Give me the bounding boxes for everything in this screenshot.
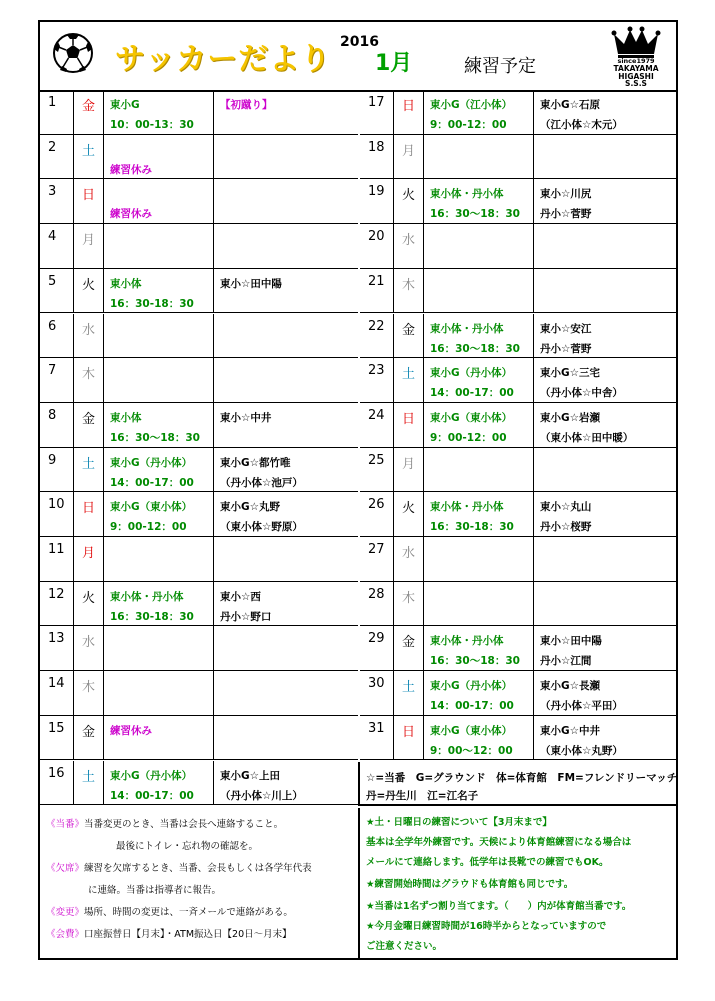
duty-cell	[214, 224, 358, 268]
day-number: 19	[360, 179, 394, 223]
crest-line-1: TAKAYAMA	[613, 64, 659, 73]
day-number: 28	[360, 582, 394, 626]
note-fee	[46, 926, 292, 940]
duty-cell	[534, 224, 678, 268]
note-tag-duty: 《当番》	[46, 819, 85, 830]
time-text: 16：30〜18：30	[430, 208, 520, 221]
weekday: 金	[394, 626, 424, 670]
duty-text: 東小☆中井	[220, 411, 272, 424]
month: 1月	[375, 51, 413, 76]
venue-time-cell	[104, 537, 214, 581]
day-number: 14	[40, 671, 74, 715]
duty-cell	[534, 448, 678, 492]
duty-cell	[214, 448, 358, 492]
day-number: 23	[360, 358, 394, 402]
day-row-28	[360, 582, 678, 627]
newsletter-title: サッカーだより	[115, 42, 332, 77]
venue-time-cell	[424, 90, 534, 134]
note-duty	[46, 816, 283, 830]
weekday: 土	[394, 671, 424, 715]
crest-since: since1979	[617, 57, 655, 65]
note-right-line: ★土・日曜日の練習について【3月末まで】	[366, 817, 552, 828]
plan-label: 練習予定	[464, 56, 536, 77]
venue-time-cell	[424, 135, 534, 179]
weekday: 火	[74, 582, 104, 626]
weekday: 水	[74, 314, 104, 358]
time-text: 16：30-18：30	[430, 521, 514, 534]
duty-cell	[214, 269, 358, 313]
venue-time-cell	[104, 671, 214, 715]
day-row-20	[360, 224, 678, 269]
day-number: 27	[360, 537, 394, 581]
duty-text: 東小G☆岩瀬	[540, 411, 601, 424]
time-text: 14：00-17：00	[110, 476, 194, 489]
day-number: 25	[360, 448, 394, 492]
note-absence	[46, 860, 312, 874]
notes-left	[40, 808, 358, 958]
note-right-line: ご注意ください。	[366, 941, 443, 952]
weekday: 金	[394, 314, 424, 358]
time-text: 16：30〜18：30	[430, 655, 520, 668]
venue-time-cell	[424, 314, 534, 358]
weekday: 木	[394, 269, 424, 313]
day-number: 12	[40, 582, 74, 626]
venue-text: 東小体・丹小体	[110, 590, 184, 603]
duty-text: 東小☆丸山	[540, 501, 592, 514]
duty-cell	[534, 90, 678, 134]
duty-cell	[534, 716, 678, 760]
venue-text: 東小G（丹小体）	[110, 456, 193, 469]
duty-cell	[534, 403, 678, 447]
duty-text: 東小☆西	[220, 590, 261, 603]
venue-text: 東小体・丹小体	[430, 188, 504, 201]
weekday: 日	[394, 403, 424, 447]
weekday: 火	[74, 269, 104, 313]
duty-text: 東小☆田中陽	[220, 277, 282, 290]
venue-time-cell	[424, 269, 534, 313]
legend-line-1: ☆=当番 G=グラウンド 体=体育館 FM=フレンドリーマッチ	[366, 772, 678, 784]
day-number: 8	[40, 403, 74, 447]
venue-time-cell	[104, 224, 214, 268]
weekday: 月	[394, 135, 424, 179]
duty-text: 東小☆川尻	[540, 188, 592, 201]
weekday: 木	[394, 582, 424, 626]
day-number: 16	[40, 761, 74, 805]
duty-text: 東小G☆石原	[540, 99, 601, 111]
duty-text-2: （東小体☆田中暖）	[540, 431, 634, 444]
day-row-25	[360, 448, 678, 493]
venue-time-cell	[104, 135, 214, 179]
venue-time-cell	[104, 179, 214, 223]
soccer-ball-icon	[52, 32, 94, 74]
venue-text: 東小G（東小体）	[430, 724, 513, 737]
weekday: 日	[394, 716, 424, 760]
time-text: 9：00-12：00	[110, 521, 187, 534]
weekday: 日	[394, 90, 424, 134]
time-text: 10：00-13：30	[110, 119, 194, 131]
duty-cell	[534, 626, 678, 670]
duty-cell	[534, 179, 678, 223]
crown-icon	[606, 26, 666, 58]
duty-cell	[214, 135, 358, 179]
weekday: 金	[74, 403, 104, 447]
time-text: 16：30〜18：30	[110, 431, 200, 444]
time-text: 14：00-17：00	[430, 387, 514, 400]
venue-time-cell	[424, 582, 534, 626]
duty-text: 東小G☆都竹唯	[220, 456, 291, 469]
day-number: 22	[360, 314, 394, 358]
day-row-14	[40, 671, 358, 716]
duty-text: 東小☆田中陽	[540, 635, 602, 648]
duty-text-2: 丹小☆野口	[220, 610, 272, 623]
duty-text: 東小☆安江	[540, 322, 592, 335]
time-text: 14：00-17：00	[110, 789, 194, 802]
weekday: 水	[394, 537, 424, 581]
duty-text-2: （丹小体☆池戸）	[220, 476, 303, 489]
duty-text-2: （丹小体☆川上）	[220, 789, 303, 802]
duty-text: 【初蹴り】	[220, 99, 273, 111]
day-row-30	[360, 671, 678, 716]
weekday: 金	[74, 90, 104, 134]
venue-text: 東小G（丹小体）	[430, 680, 513, 693]
newsletter-sheet	[38, 20, 678, 960]
day-row-13	[40, 626, 358, 671]
day-number: 11	[40, 537, 74, 581]
duty-text-2: 丹小☆江間	[540, 655, 592, 668]
day-row-16	[40, 761, 358, 806]
venue-text: 東小G（東小体）	[110, 501, 193, 514]
duty-cell	[214, 626, 358, 670]
note-tag-absence: 《欠席》	[46, 863, 85, 874]
time-text: 16：30〜18：30	[430, 342, 520, 355]
day-number: 21	[360, 269, 394, 313]
venue-time-cell	[424, 403, 534, 447]
venue-time-cell	[104, 582, 214, 626]
day-number: 26	[360, 492, 394, 536]
time-text: 16：30-18：30	[110, 297, 194, 310]
day-row-5	[40, 269, 358, 314]
duty-cell	[534, 537, 678, 581]
weekday: 月	[394, 448, 424, 492]
day-row-18	[360, 135, 678, 180]
day-number: 20	[360, 224, 394, 268]
duty-cell	[214, 492, 358, 536]
time-text: 9：00-12：00	[430, 431, 507, 444]
weekday: 日	[74, 179, 104, 223]
team-crest	[606, 26, 666, 86]
duty-text-2: 丹小☆菅野	[540, 208, 592, 221]
duty-cell	[214, 403, 358, 447]
day-row-24	[360, 403, 678, 448]
venue-text: 東小体・丹小体	[430, 322, 504, 335]
crest-line-2: HIGASHI	[618, 71, 654, 81]
note-fee-text: 口座振替日【月末】・ATM振込日【20日〜月末】	[84, 929, 292, 940]
day-row-10	[40, 492, 358, 537]
day-row-6	[40, 314, 358, 359]
venue-time-cell	[424, 537, 534, 581]
venue-time-cell	[104, 403, 214, 447]
time-text: 9：00〜12：00	[430, 744, 513, 757]
day-row-2	[40, 135, 358, 180]
duty-cell	[214, 90, 358, 134]
venue-time-cell	[424, 626, 534, 670]
venue-text: 東小G（丹小体）	[430, 367, 513, 380]
day-row-4	[40, 224, 358, 269]
weekday: 日	[74, 492, 104, 536]
note-right-line: ★今月金曜日練習時間が16時半からとなっていますので	[366, 921, 607, 932]
day-number: 29	[360, 626, 394, 670]
weekday: 土	[74, 448, 104, 492]
day-row-27	[360, 537, 678, 582]
day-number: 15	[40, 716, 74, 760]
duty-cell	[214, 671, 358, 715]
venue-text: 東小G（江小体）	[430, 99, 513, 111]
venue-time-cell	[104, 358, 214, 402]
note-right-line: ★練習開始時間はグラウドも体育館も同じです。	[366, 879, 574, 890]
day-row-26	[360, 492, 678, 537]
weekday: 火	[394, 492, 424, 536]
day-number: 24	[360, 403, 394, 447]
time-text: 14：00-17：00	[430, 700, 514, 713]
venue-time-cell	[104, 314, 214, 358]
header	[40, 22, 676, 92]
duty-cell	[534, 135, 678, 179]
time-text: 練習休み	[110, 208, 152, 221]
day-number: 2	[40, 135, 74, 179]
weekday: 金	[74, 716, 104, 760]
crest-line-3: S.S.S	[625, 79, 647, 88]
time-text: 練習休み	[110, 163, 152, 176]
duty-cell	[214, 761, 358, 805]
venue-time-cell	[104, 269, 214, 313]
day-row-7	[40, 358, 358, 403]
day-number: 13	[40, 626, 74, 670]
notes-right	[358, 808, 678, 958]
duty-text-2: （丹小体☆平田）	[540, 700, 623, 713]
day-row-3	[40, 179, 358, 224]
note-change	[46, 904, 293, 918]
day-number: 30	[360, 671, 394, 715]
note-right-line: メールにて連絡します。低学年は長靴での練習でもOK。	[366, 857, 609, 868]
duty-cell	[534, 314, 678, 358]
note-absence-text: 練習を欠席するとき、当番、会長もしくは各学年代表	[84, 863, 312, 874]
legend-line-2: 丹=丹生川 江=江名子	[366, 790, 479, 802]
day-number: 9	[40, 448, 74, 492]
venue-time-cell	[104, 448, 214, 492]
weekday: 木	[74, 358, 104, 402]
time-text: 16：30-18：30	[110, 610, 194, 623]
duty-cell	[534, 269, 678, 313]
venue-text: 練習休み	[110, 724, 152, 737]
note-duty-2: 最後にトイレ・忘れ物の確認を。	[116, 841, 259, 852]
duty-cell	[534, 358, 678, 402]
weekday: 水	[74, 626, 104, 670]
legend-box	[358, 762, 676, 806]
venue-time-cell	[424, 716, 534, 760]
weekday: 土	[74, 135, 104, 179]
day-row-19	[360, 179, 678, 224]
weekday: 月	[74, 224, 104, 268]
weekday: 木	[74, 671, 104, 715]
duty-text: 東小G☆三宅	[540, 367, 601, 380]
weekday: 月	[74, 537, 104, 581]
weekday: 土	[394, 358, 424, 402]
duty-text-2: 丹小☆菅野	[540, 342, 592, 355]
year: 2016	[340, 34, 379, 50]
duty-cell	[214, 179, 358, 223]
day-number: 18	[360, 135, 394, 179]
duty-cell	[214, 716, 358, 760]
duty-text-2: 丹小☆桜野	[540, 521, 592, 534]
day-row-21	[360, 269, 678, 314]
venue-time-cell	[424, 224, 534, 268]
time-text: 9：00-12：00	[430, 119, 507, 131]
venue-time-cell	[424, 448, 534, 492]
day-number: 3	[40, 179, 74, 223]
duty-text-2: （丹小体☆中舎）	[540, 387, 623, 400]
venue-time-cell	[104, 90, 214, 134]
day-number: 7	[40, 358, 74, 402]
day-row-8	[40, 403, 358, 448]
day-row-9	[40, 448, 358, 493]
day-number: 6	[40, 314, 74, 358]
venue-text: 東小体・丹小体	[430, 635, 504, 648]
note-absence-2: に連絡。当番は指導者に報告。	[88, 885, 222, 896]
duty-text-2: （江小体☆木元）	[540, 119, 623, 131]
venue-text: 東小体	[110, 277, 142, 290]
venue-text: 東小体	[110, 411, 142, 424]
venue-time-cell	[104, 492, 214, 536]
duty-text: 東小G☆上田	[220, 769, 281, 782]
day-number: 4	[40, 224, 74, 268]
day-row-11	[40, 537, 358, 582]
venue-text: 東小G（東小体）	[430, 411, 513, 424]
day-row-17	[360, 90, 678, 135]
venue-time-cell	[104, 626, 214, 670]
venue-text: 東小G	[110, 99, 140, 111]
duty-cell	[214, 537, 358, 581]
duty-text: 東小G☆長瀬	[540, 680, 601, 693]
weekday: 水	[394, 224, 424, 268]
duty-cell	[214, 314, 358, 358]
weekday: 火	[394, 179, 424, 223]
note-tag-change: 《変更》	[46, 907, 85, 918]
day-row-23	[360, 358, 678, 403]
day-row-1	[40, 90, 358, 135]
duty-cell	[534, 671, 678, 715]
note-right-line: 基本は全学年外練習です。天候により体育館練習になる場合は	[366, 837, 632, 848]
venue-time-cell	[424, 492, 534, 536]
day-row-15	[40, 716, 358, 761]
venue-time-cell	[424, 179, 534, 223]
note-right-line: ★当番は1名ずつ割り当てます。（ ）内が体育館当番です。	[366, 901, 632, 912]
note-change-text: 場所、時間の変更は、一斉メールで連絡がある。	[84, 907, 293, 918]
day-row-29	[360, 626, 678, 671]
duty-text-2: （東小体☆野原）	[220, 521, 303, 534]
duty-cell	[214, 358, 358, 402]
venue-time-cell	[104, 716, 214, 760]
weekday: 土	[74, 761, 104, 805]
day-row-22	[360, 314, 678, 359]
venue-text: 東小G（丹小体）	[110, 769, 193, 782]
day-number: 31	[360, 716, 394, 760]
venue-text: 東小体・丹小体	[430, 501, 504, 514]
day-number: 5	[40, 269, 74, 313]
day-row-31	[360, 716, 678, 761]
duty-cell	[534, 492, 678, 536]
venue-time-cell	[104, 761, 214, 805]
venue-time-cell	[424, 671, 534, 715]
note-duty-text: 当番変更のとき、当番は会長へ連絡すること。	[84, 819, 284, 830]
day-number: 1	[40, 90, 74, 134]
day-number: 10	[40, 492, 74, 536]
duty-cell	[534, 582, 678, 626]
day-number: 17	[360, 90, 394, 134]
duty-text: 東小G☆中井	[540, 724, 601, 737]
duty-text: 東小G☆丸野	[220, 501, 281, 514]
duty-cell	[214, 582, 358, 626]
day-row-12	[40, 582, 358, 627]
note-tag-fee: 《会費》	[46, 929, 85, 940]
duty-text-2: （東小体☆丸野）	[540, 744, 623, 757]
venue-time-cell	[424, 358, 534, 402]
